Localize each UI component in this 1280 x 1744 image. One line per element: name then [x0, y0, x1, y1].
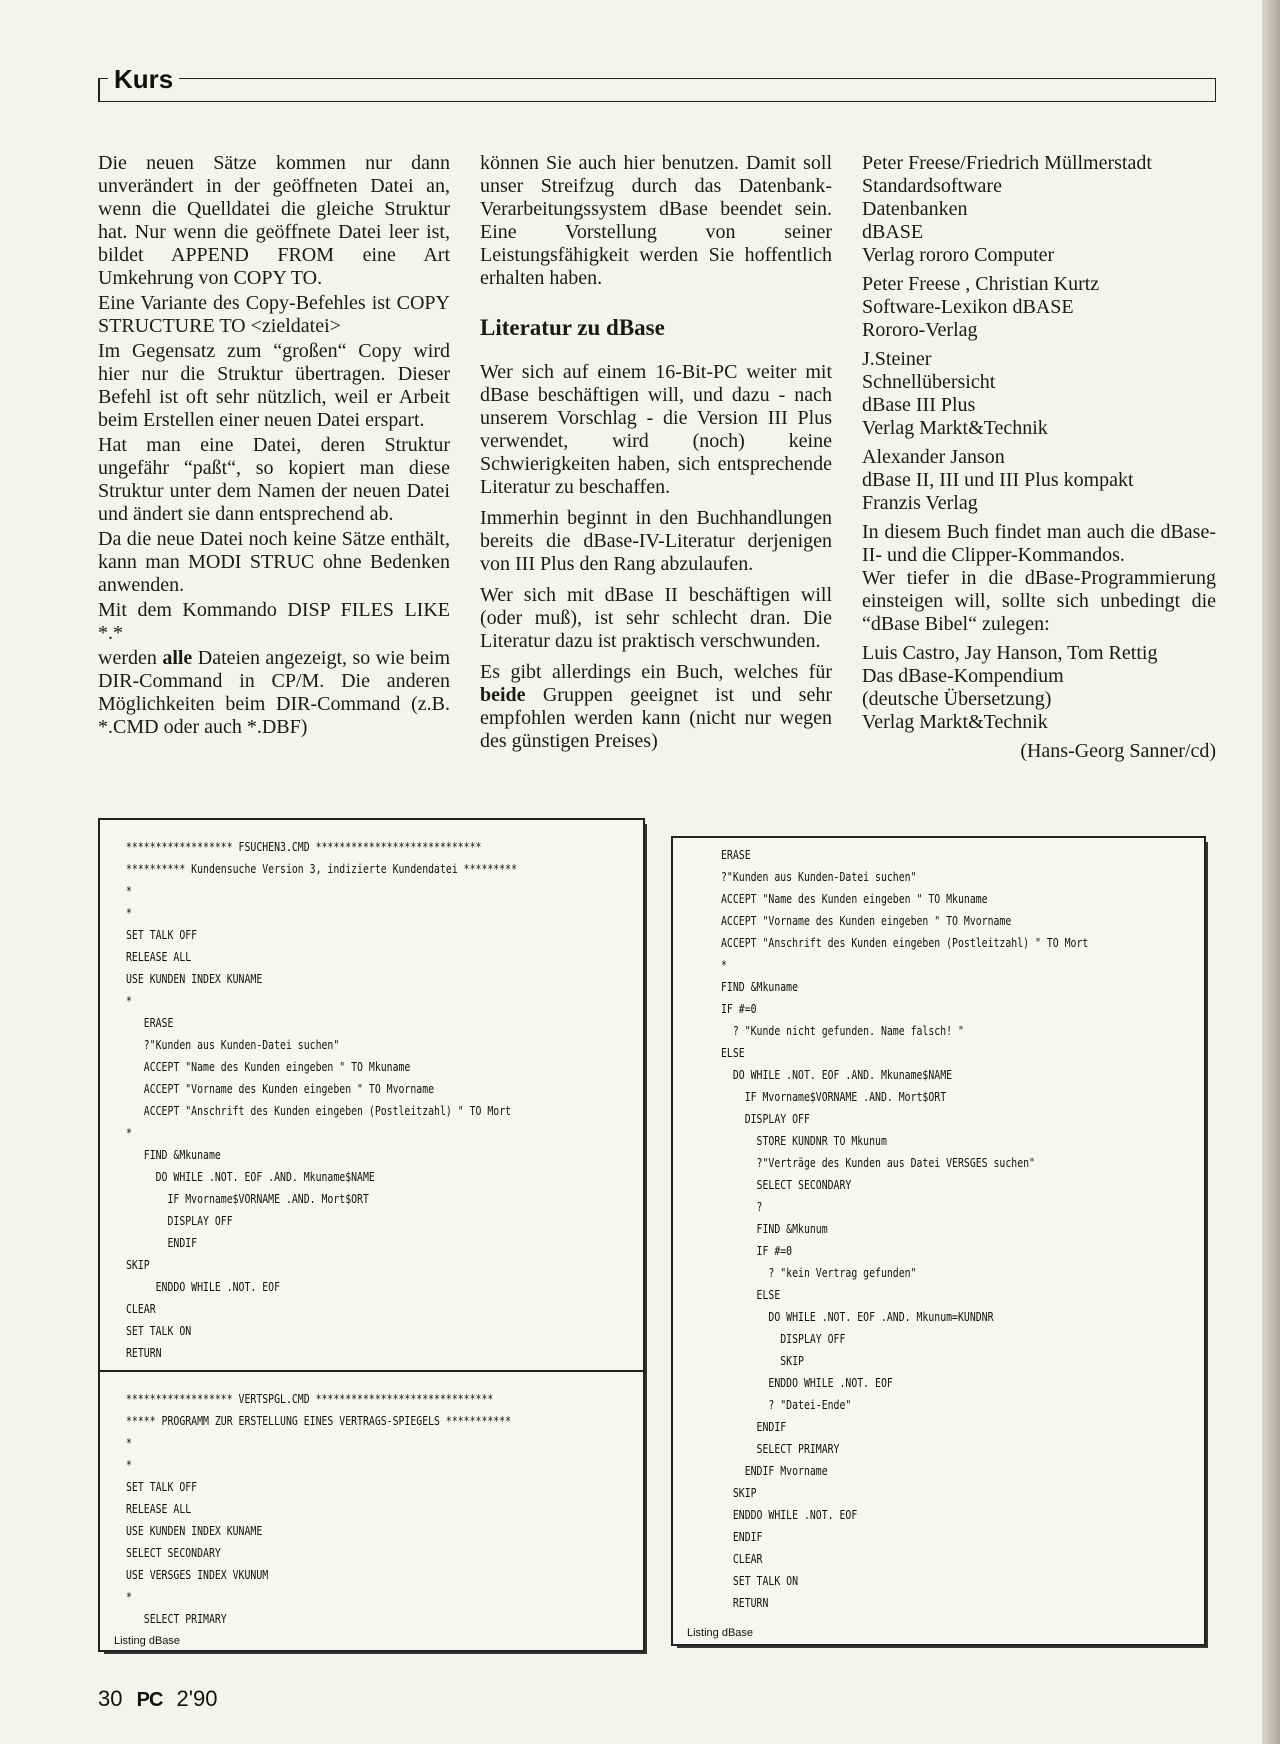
code-block-search: [721, 844, 1169, 1614]
bold-text: beide: [480, 684, 526, 706]
book-line: Das dBase-Kompendium: [862, 665, 1064, 687]
paragraph: Die neuen Sätze kommen nur dann unverändert in der geöffneten Datei an, wenn die Quelldatei die gleiche Struktur hat. Nur wenn die geöffnete Datei leer ist, bildet APPEND FROM eine Art Umkehrung von COPY TO.: [98, 152, 450, 289]
book-line: J.Steiner: [862, 348, 932, 370]
book-line: dBase III Plus: [862, 394, 976, 416]
text-column-3: [862, 152, 1216, 763]
paragraph: Eine Variante des Copy-Befehles ist COPY STRUCTURE TO <zieldatei>: [98, 292, 450, 337]
paragraph: [98, 647, 450, 739]
paragraph: Wer sich mit dBase II beschäftigen will (oder muß), ist sehr schlecht dran. Die Literatur dazu ist praktisch verschwunden.: [480, 584, 832, 652]
listing-caption: Listing dBase: [687, 1627, 754, 1639]
section-heading: Literatur zu dBase: [480, 315, 665, 340]
book-entry: [862, 446, 1216, 515]
paragraph: können Sie auch hier benutzen. Damit soll unser Streifzug durch das Datenbank-Verarbeitungssystem dBase beendet sein. Eine Vorstellung von seiner Leistungsfähigkeit werden Sie hoffentlich erhalten haben.: [480, 152, 832, 289]
code-text: ERASE ?"Kunden aus Kunden-Datei suchen" ACCEPT "Name des Kunden eingeben " TO Mkuname ACCEPT "Vorname des Kunden eingeben " TO Mvorname ACCEPT "Anschrift des Kunden eingeben (Postleitzahl) " TO Mort * FIND &Mkuname IF #=0 ? "Kunde nicht gefunden. Name falsch! " ELSE DO WHILE .NOT. EOF .AND. Mkuname$NAME IF Mvorname$VORNAME .AND. Mort$ORT DISPLAY OFF STORE KUNDNR TO Mkunum ?"Verträge des Kunden aus Datei VERSGES suchen" SELECT SECONDARY ? FIND &Mkunum IF #=0 ? "kein Vertrag gefunden" ELSE DO WHILE .NOT. EOF .AND. Mkunum=KUNDNR DISPLAY OFF SKIP ENDDO WHILE .NOT. EOF ? "Datei-Ende" ENDIF SELECT PRIMARY ENDIF Mvorname SKIP ENDDO WHILE .NOT. EOF ENDIF CLEAR SET TALK ON RETURN: [721, 848, 1089, 1610]
book-line: dBase II, III und III Plus kompakt: [862, 469, 1134, 491]
paragraph: Immerhin beginnt in den Buchhandlungen bereits die dBase-IV-Literatur derjenigen von III Plus den Rang abzulaufen.: [480, 507, 832, 575]
listing-divider: [100, 1370, 643, 1372]
text-column-1: [98, 152, 450, 741]
book-entry: [862, 273, 1216, 342]
page-footer: [98, 1686, 217, 1712]
book-line: Peter Freese , Christian Kurtz: [862, 273, 1100, 295]
code-listing-1: [98, 818, 645, 1652]
book-line: (deutsche Übersetzung): [862, 688, 1052, 710]
book-line: Schnellübersicht: [862, 371, 996, 393]
book-entry: [862, 152, 1216, 267]
page-number: 30: [98, 1686, 123, 1711]
book-line: Verlag Markt&Technik: [862, 417, 1048, 439]
book-line: Luis Castro, Jay Hanson, Tom Rettig: [862, 642, 1158, 664]
book-line: Software-Lexikon dBASE: [862, 296, 1074, 318]
text-run: Gruppen geeignet ist und sehr empfohlen werden kann (nicht nur wegen des günstigen Preises): [480, 684, 832, 752]
paragraph: Wer tiefer in die dBase-Programmierung einsteigen will, sollte sich unbedingt die “dBase Bibel“ zulegen:: [862, 567, 1216, 635]
paragraph: Hat man eine Datei, deren Struktur ungefähr “paßt“, so kopiert man diese Struktur unter dem Namen der neuen Datei und ändert sie dann entsprechend ab.: [98, 434, 450, 525]
paragraph: Da die neue Datei noch keine Sätze enthält, kann man MODI STRUC ohne Bedenken anwenden.: [98, 528, 450, 596]
code-block-fsuchen3: [126, 836, 603, 1364]
book-line: Alexander Janson: [862, 446, 1005, 468]
book-line: Verlag rororo Computer: [862, 244, 1055, 266]
book-entry: [862, 348, 1216, 440]
issue-number: 2'90: [176, 1686, 218, 1711]
text-run: werden: [98, 647, 163, 669]
book-line: Rororo-Verlag: [862, 319, 978, 341]
text-column-2: [480, 152, 832, 755]
section-header-label: Kurs: [108, 64, 179, 94]
book-line: Datenbanken: [862, 198, 968, 220]
book-entry: [862, 642, 1216, 734]
magazine-logo: PC: [136, 1689, 163, 1711]
listing-caption: Listing dBase: [114, 1635, 181, 1647]
book-line: dBASE: [862, 221, 924, 243]
paragraph: Mit dem Kommando DISP FILES LIKE *.*: [98, 599, 450, 644]
book-line: Verlag Markt&Technik: [862, 711, 1048, 733]
paragraph: [480, 661, 832, 753]
code-text: ****************** FSUCHEN3.CMD **************************** ********** Kundensuche Version 3, indizierte Kundendatei ********* * * SET TALK OFF RELEASE ALL USE KUNDEN INDEX KUNAME * ERASE ?"Kunden aus Kunden-Datei suchen" ACCEPT "Name des Kunden eingeben " TO Mkuname ACCEPT "Vorname des Kunden eingeben " TO Mvorname ACCEPT "Anschrift des Kunden eingeben (Postleitzahl) " TO Mort * FIND &Mkuname DO WHILE .NOT. EOF .AND. Mkuname$NAME IF Mvorname$VORNAME .AND. Mort$ORT DISPLAY OFF ENDIF SKIP ENDDO WHILE .NOT. EOF CLEAR SET TALK ON RETURN: [126, 840, 517, 1360]
code-listing-2: [671, 836, 1206, 1646]
paragraph: Im Gegensatz zum “großen“ Copy wird hier nur die Struktur übertragen. Dieser Befehl ist oft sehr nützlich, weil er Arbeit beim Erstellen einer neuen Datei erspart.: [98, 340, 450, 431]
code-block-vertspgl: [126, 1388, 596, 1630]
section-header-bar: [98, 78, 1216, 102]
page-binding-shadow: [1262, 0, 1280, 1744]
paragraph: Wer sich auf einem 16-Bit-PC weiter mit dBase beschäftigen will, und dazu - nach unserem Vorschlag - die Version III Plus verwendet, wird (noch) keine Schwierigkeiten haben, sich entsprechende Literatur zu beschaffen.: [480, 361, 832, 498]
book-line: Peter Freese/Friedrich Müllmerstadt: [862, 152, 1152, 174]
text-run: Es gibt allerdings ein Buch, welches für: [480, 661, 832, 683]
book-line: Franzis Verlag: [862, 492, 978, 514]
text-run: Dateien angezeigt, so wie beim DIR-Command in CP/M. Die anderen Möglichkeiten beim DIR-Command (z.B. *.CMD oder auch *.DBF): [98, 647, 450, 738]
author-credit: (Hans-Georg Sanner/cd): [1020, 740, 1216, 762]
bold-text: alle: [162, 647, 193, 669]
paragraph: In diesem Buch findet man auch die dBase-II- und die Clipper-Kommandos.: [862, 521, 1216, 566]
book-line: Standardsoftware: [862, 175, 1002, 197]
code-text: ****************** VERTSPGL.CMD ****************************** ***** PROGRAMM ZUR ERSTELLUNG EINES VERTRAGS-SPIEGELS *********** * * SET TALK OFF RELEASE ALL USE KUNDEN INDEX KUNAME SELECT SECONDARY USE VERSGES INDEX VKUNUM * SELECT PRIMARY: [126, 1392, 512, 1626]
